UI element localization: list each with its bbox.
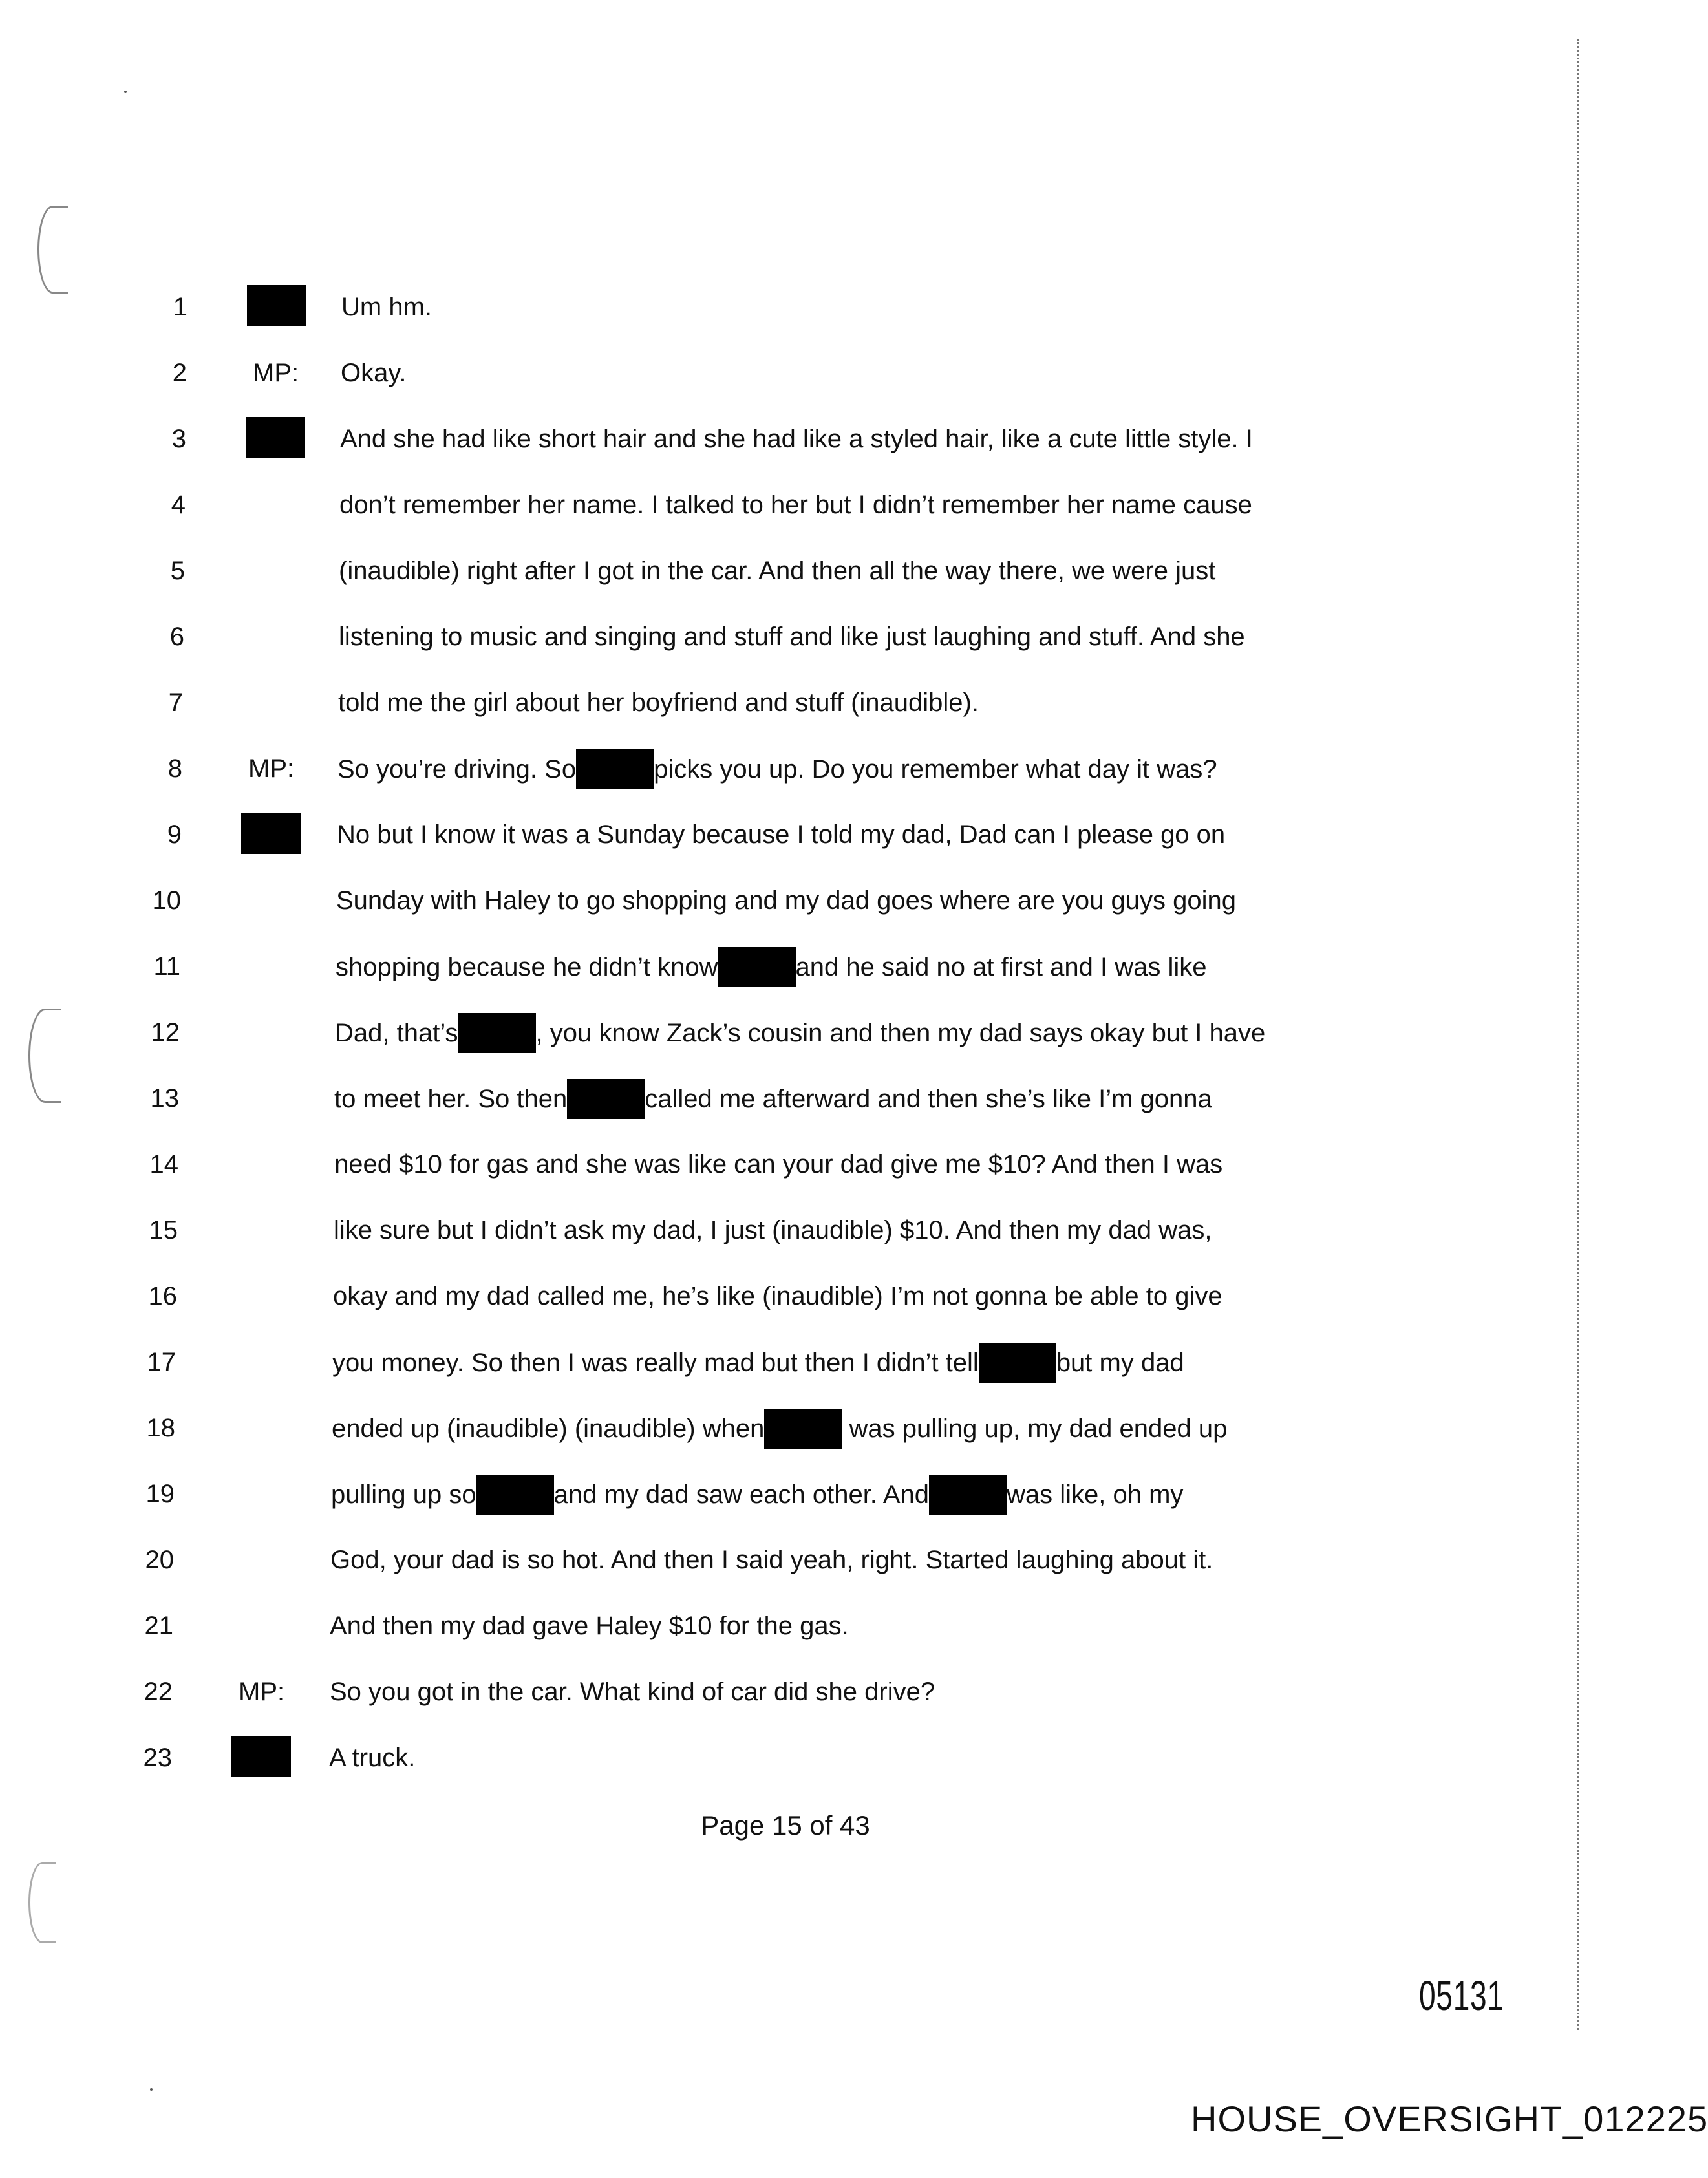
transcript-line (0, 486, 1649, 537)
punch-hole-mark (37, 206, 68, 294)
line-number: 3 (171, 425, 186, 453)
transcript-line (0, 683, 1649, 735)
line-text (339, 551, 1215, 590)
text-segment: was like, oh my (1007, 1480, 1184, 1509)
line-number: 6 (169, 623, 184, 651)
line-number: 9 (167, 820, 182, 849)
text-segment: shopping because he didn’t know (336, 953, 718, 981)
transcript-line (0, 947, 1649, 999)
line-number: 14 (149, 1150, 178, 1179)
transcript-line (0, 551, 1649, 603)
transcript-line (0, 1013, 1649, 1065)
text-segment: to meet her. So then (334, 1085, 568, 1113)
text-segment: you money. So then I was really mad but then I didn’t tell (332, 1349, 979, 1377)
line-text (336, 947, 1206, 987)
line-number: 22 (144, 1678, 173, 1706)
text-segment: but my dad (1056, 1349, 1184, 1377)
line-number: 19 (145, 1480, 175, 1508)
line-text (341, 354, 407, 392)
scan-speck (124, 91, 127, 93)
line-number: 5 (170, 557, 185, 585)
transcript-line (0, 1079, 1649, 1131)
text-segment: pulling up so (331, 1480, 476, 1509)
text-segment: and he said no at first and I was like (795, 953, 1207, 981)
line-text (341, 288, 432, 326)
line-number: 2 (172, 359, 187, 387)
line-number: 10 (152, 886, 181, 915)
line-text (339, 486, 1252, 524)
redaction-box (458, 1013, 536, 1053)
page-number: Page 15 of 43 (701, 1810, 870, 1841)
transcript-line (0, 1541, 1649, 1592)
line-text (330, 1672, 935, 1711)
text-segment: picks you up. Do you remember what day it was? (654, 755, 1217, 784)
line-text (330, 1607, 849, 1645)
line-number: 1 (173, 293, 187, 321)
line-number: 17 (147, 1348, 176, 1376)
line-text (339, 617, 1245, 656)
transcript-line (0, 1211, 1649, 1263)
line-text (334, 1145, 1222, 1184)
text-segment: Sunday with Haley to go shopping and my dad goes where are you guys going (336, 886, 1237, 915)
speaker-label: MP: (239, 1678, 285, 1706)
speaker-redaction (241, 813, 301, 854)
line-text (332, 1409, 1227, 1449)
line-number: 15 (149, 1216, 178, 1244)
line-text (335, 1013, 1265, 1053)
line-text (329, 1738, 415, 1777)
transcript-line (0, 881, 1649, 933)
transcript-line (0, 749, 1649, 801)
text-segment: A truck. (329, 1744, 416, 1772)
text-segment: (inaudible) right after I got in the car. And then all the way there, we were just (339, 557, 1216, 585)
line-number: 18 (146, 1414, 175, 1442)
text-segment: Dad, that’s (335, 1019, 458, 1047)
punch-hole-mark (28, 1862, 56, 1943)
text-segment: okay and my dad called me, he’s like (inaudible) I’m not gonna be able to give (333, 1282, 1222, 1310)
text-segment: listening to music and singing and stuff and like just laughing and stuff. And she (339, 623, 1245, 651)
transcript-line (0, 420, 1649, 471)
transcript-line (0, 1607, 1649, 1658)
text-segment: and my dad saw each other. And (553, 1480, 929, 1509)
text-segment: And she had like short hair and she had like a styled hair, like a cute little style. I (340, 425, 1253, 453)
speaker-label: MP: (248, 754, 295, 783)
transcript-line (0, 1738, 1649, 1790)
text-segment: Um hm. (341, 293, 432, 321)
line-text (334, 1211, 1212, 1250)
scan-speck (150, 2088, 153, 2091)
line-number: 8 (167, 754, 182, 783)
transcript-line (0, 815, 1649, 867)
line-text (333, 1277, 1222, 1316)
text-segment: like sure but I didn’t ask my dad, I just (inaudible) $10. And then my dad was, (334, 1216, 1212, 1244)
text-segment: need $10 for gas and she was like can your dad give me $10? And then I was (334, 1150, 1223, 1179)
line-number: 4 (171, 491, 186, 519)
transcript-line (0, 1277, 1649, 1329)
line-number: 21 (144, 1612, 173, 1640)
line-text (331, 1475, 1183, 1515)
transcript-line (0, 288, 1649, 339)
text-segment: told me the girl about her boyfriend and stuff (inaudible). (338, 689, 979, 717)
line-number: 16 (148, 1282, 177, 1310)
speaker-redaction (246, 417, 305, 458)
speaker-redaction (247, 285, 306, 326)
text-segment: God, your dad is so hot. And then I said yeah, right. Started laughing about it. (330, 1546, 1213, 1574)
bates-number: 05131 (1419, 1972, 1504, 2019)
transcript-line (0, 1343, 1649, 1394)
transcript-line (0, 1145, 1649, 1197)
transcript-line (0, 617, 1649, 669)
text-segment: So you got in the car. What kind of car did she drive? (330, 1678, 935, 1706)
text-segment: , you know Zack’s cousin and then my dad says okay but I have (535, 1019, 1266, 1047)
transcript-line (0, 1672, 1649, 1724)
text-segment: And then my dad gave Haley $10 for the gas. (330, 1612, 849, 1640)
line-number: 23 (143, 1744, 172, 1772)
text-segment: don’t remember her name. I talked to her but I didn’t remember her name cause (339, 491, 1252, 519)
speaker-redaction (231, 1736, 291, 1777)
line-text (337, 815, 1225, 854)
text-segment: No but I know it was a Sunday because I told my dad, Dad can I please go on (337, 820, 1226, 849)
text-segment: called me afterward and then she’s like I’m gonna (645, 1085, 1212, 1113)
redaction-box (576, 749, 654, 789)
redaction-box (567, 1079, 645, 1119)
transcript-line (0, 354, 1649, 405)
text-segment: was pulling up, my dad ended up (842, 1415, 1228, 1443)
line-text (337, 749, 1217, 789)
line-number: 20 (145, 1546, 174, 1574)
redaction-box (476, 1475, 554, 1515)
redaction-box (979, 1343, 1056, 1383)
line-number: 12 (151, 1018, 180, 1047)
transcript-line (0, 1409, 1649, 1460)
line-text (338, 683, 979, 722)
line-text (340, 420, 1253, 458)
transcript-line (0, 1475, 1649, 1526)
speaker-label: MP: (253, 359, 299, 387)
text-segment: ended up (inaudible) (inaudible) when (332, 1415, 765, 1443)
redaction-box (718, 947, 796, 987)
line-text (332, 1343, 1184, 1383)
line-number: 13 (150, 1084, 179, 1113)
text-segment: Okay. (341, 359, 407, 387)
line-text (334, 1079, 1212, 1119)
line-text (336, 881, 1236, 920)
line-number: 11 (153, 952, 180, 981)
line-text (330, 1541, 1213, 1579)
document-id: HOUSE_OVERSIGHT_012225 (1191, 2098, 1708, 2139)
text-segment: So you’re driving. So (337, 755, 577, 784)
line-number: 7 (168, 689, 183, 717)
redaction-box (764, 1409, 842, 1449)
redaction-box (929, 1475, 1007, 1515)
